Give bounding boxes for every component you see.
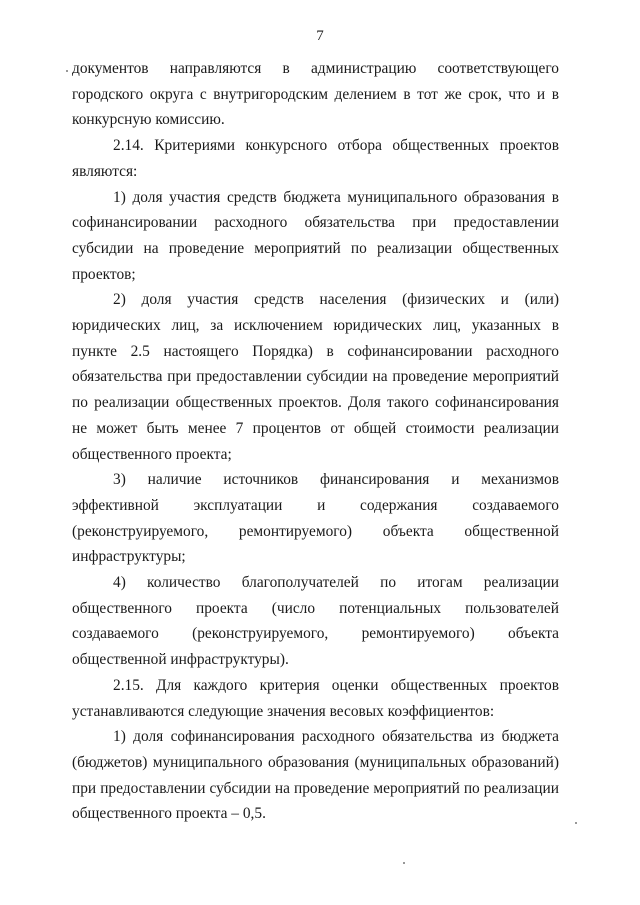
paragraph-continuation: документов направляются в администрацию соответствующего городского округа с внутригородским делением в тот же срок, что и в конкурсную комиссию. — [72, 60, 559, 129]
weight-coefficient-1: 1) доля софинансирования расходного обязательства из бюджета (бюджетов) муниципального образования (муниципальных образований) при предоставлении субсидии на проведение мероприятий по реализации общественного проекта – 0,5. — [72, 728, 559, 823]
scan-speck — [403, 862, 405, 864]
page-number: 7 — [316, 28, 324, 44]
paragraph-2-15: 2.15. Для каждого критерия оценки общественных проектов устанавливаются следующие значения весовых коэффициентов: — [72, 676, 559, 720]
criterion-3: 3) наличие источников финансирования и механизмов эффективной эксплуатации и содержания создаваемого (реконструируемого, ремонтируемого) объекта общественной инфраструктуры; — [72, 471, 559, 566]
criterion-2: 2) доля участия средств населения (физических и (или) юридических лиц, за исключением юридических лиц, указанных в пункте 2.5 настоящего Порядка) в софинансировании расходного обязательства при предоставлении субсидии на проведение мероприятий по реализации общественных проектов. Доля такого софинансирования не может быть менее 7 процентов от общей стоимости реализации общественного проекта; — [72, 291, 559, 463]
document-body — [72, 56, 559, 827]
criterion-4: 4) количество благополучателей по итогам реализации общественного проекта (число потенциальных пользователей создаваемого (реконструируемого, ремонтируемого) объекта общественной инфраструктуры). — [72, 574, 559, 669]
scan-speck — [66, 70, 68, 72]
paragraph-2-14: 2.14. Критериями конкурсного отбора общественных проектов являются: — [72, 137, 559, 180]
scan-speck — [575, 822, 577, 824]
criterion-1: 1) доля участия средств бюджета муниципального образования в софинансировании расходного обязательства при предоставлении субсидии на проведение мероприятий по реализации общественных проектов; — [72, 188, 559, 283]
